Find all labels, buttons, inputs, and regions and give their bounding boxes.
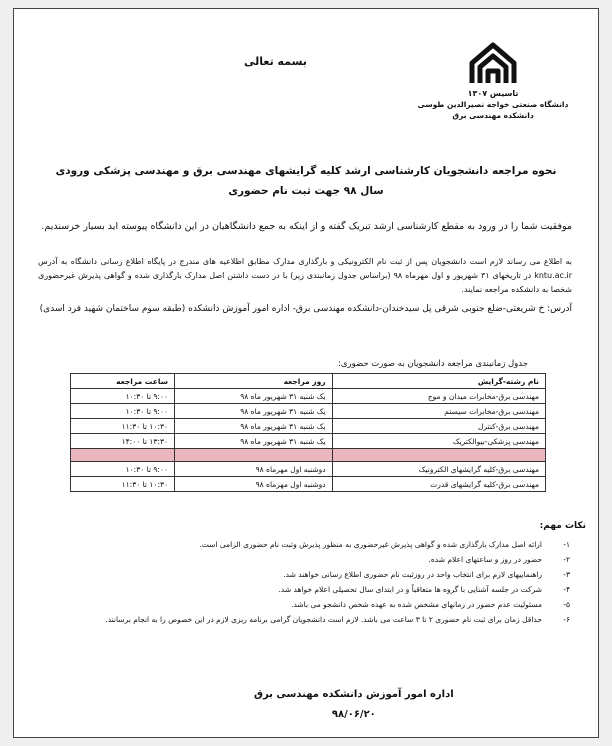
separator-cell (71, 449, 175, 462)
intro-paragraph: موفقیت شما را در ورود به مقطع کارشناسی ارشد تبریک گفته و از اینکه به جمع دانشگاهیان در این دانشگاه پیوسته اید بسیار خرسندیم. (41, 221, 572, 232)
cell-day: یک شنبه ۳۱ شهریور ماه ۹۸ (175, 434, 333, 449)
table-row (71, 434, 546, 449)
cell-major: مهندسی پزشکی-بیوالکتریک (332, 434, 545, 449)
schedule-caption: جدول زمانبندی مراجعه دانشجویان به صورت حضوری: (337, 359, 528, 369)
cell-time: ۱۰:۳۰ تا ۱۱:۳۰ (71, 477, 175, 492)
signature-office: اداره امور آموزش دانشکده مهندسی برق (254, 689, 454, 700)
column-header-major: نام رشته-گرایش (332, 374, 545, 389)
list-item (44, 537, 570, 552)
cell-major: مهندسی برق-کلیه گرایشهای الکترونیک (332, 462, 545, 477)
cell-time: ۹:۰۰ تا ۱۰:۳۰ (71, 389, 175, 404)
list-item (44, 567, 570, 582)
note-number: ۲- (563, 555, 570, 564)
cell-time: ۹:۰۰ تا ۱۰:۳۰ (71, 462, 175, 477)
column-header-day: روز مراجعه (175, 374, 333, 389)
note-number: ۴- (563, 585, 570, 594)
cell-major: مهندسی برق-کلیه گرایشهای قدرت (332, 477, 545, 492)
cell-time: ۱۰:۳۰ تا ۱۱:۳۰ (71, 419, 175, 434)
note-text: راهنماییهای لازم برای انتخاب واحد در روزثبت نام حضوری اطلاع رسانی خواهند شد. (283, 570, 542, 579)
table-row (71, 419, 546, 434)
letter-title: نحوه مراجعه دانشجویان کارشناسی ارشد کلیه گرایشهای مهندسی برق و مهندسی پزشکی ورودی سال ۹۸ جهت ثبت نام حضوری (55, 165, 557, 197)
day-separator-row (71, 449, 546, 462)
signature-date: ۹۸/۰۶/۲۰ (331, 709, 376, 720)
logo-university-name: دانشگاه صنعتی خواجه نصیرالدین طوسی (417, 100, 569, 109)
notes-list (44, 537, 570, 627)
list-item (44, 552, 570, 567)
basmala: بسمه تعالی (244, 55, 307, 68)
cell-time: ۱۳:۳۰ تا ۱۴:۰۰ (71, 434, 175, 449)
column-header-time: ساعت مراجعه (71, 374, 175, 389)
cell-day: یک شنبه ۳۱ شهریور ماه ۹۸ (175, 419, 333, 434)
note-text: شرکت در جلسه آشنایی با گروه ها متعاقباً و در ابتدای سال تحصیلی اعلام خواهد شد. (278, 585, 542, 594)
letter-page (13, 8, 599, 738)
list-item (44, 597, 570, 612)
note-number: ۱- (563, 540, 570, 549)
cell-day: یک شنبه ۳۱ شهریور ماه ۹۸ (175, 404, 333, 419)
notice-paragraph: به اطلاع می رساند لازم است دانشجویان پس از ثبت نام الکترونیکی و بارگذاری مدارک مطابق اطلاعیه های مندرج در پایگاه اطلاع رسانی دانشگاه به آدرس kntu.ac.ir در تاریخهای ۳۱ شهریور و اول مهرماه ۹۸ (براساس جدول زمانبندی زیر) با در دست داشتن اصل مدارک بارگذاری شده و گواهی پذیرش غیرحضوری شخصا به دانشکده مراجعه نمایند. (38, 257, 573, 294)
cell-day: یک شنبه ۳۱ شهریور ماه ۹۸ (175, 389, 333, 404)
note-text: حداقل زمان برای ثبت نام حضوری ۲ تا ۳ ساعت می باشد. لازم است دانشجویان گرامی برنامه ریزی لازم در این خصوص را به انجام برسانند. (105, 615, 542, 624)
cell-major: مهندسی برق-مخابرات میدان و موج (332, 389, 545, 404)
table-row (71, 477, 546, 492)
cell-day: دوشنبه اول مهرماه ۹۸ (175, 477, 333, 492)
logo-faculty-name: دانشکده مهندسی برق (452, 111, 534, 120)
list-item (44, 612, 570, 627)
cell-major: مهندسی برق-کنترل (332, 419, 545, 434)
list-item (44, 582, 570, 597)
note-text: ارائه اصل مدارک بارگذاری شده و گواهی پذیرش غیرحضوری به منظور پذیرش وثبت نام حضوری الزامی است. (199, 540, 542, 549)
table-header-row (71, 374, 546, 389)
schedule-table (70, 373, 546, 492)
note-number: ۵- (563, 600, 570, 609)
separator-cell (332, 449, 545, 462)
table-row (71, 462, 546, 477)
separator-cell (175, 449, 333, 462)
note-number: ۶- (563, 615, 570, 624)
logo-founded: تاسیس ۱۳۰۷ (467, 89, 519, 98)
cell-day: دوشنبه اول مهرماه ۹۸ (175, 462, 333, 477)
cell-major: مهندسی برق-مخابرات سیستم (332, 404, 545, 419)
note-text: مسئولیت عدم حضور در زمانهای مشخص شده به عهده شخص دانشجو می باشد. (291, 600, 542, 609)
signature-block (254, 685, 454, 725)
cell-time: ۹:۰۰ تا ۱۰:۳۰ (71, 404, 175, 419)
university-logo (408, 39, 578, 120)
table-row (71, 389, 546, 404)
notes-title: نکات مهم: (539, 521, 586, 531)
address-paragraph: آدرس: خ شریعتی-ضلع جنوبی شرقی پل سیدخندان-دانشکده مهندسی برق- اداره امور آموزش دانشکده (طبقه سوم ساختمان شهید فرد اسدی) (39, 304, 572, 314)
note-text: حضور در روز و ساعتهای اعلام شده. (428, 555, 542, 564)
university-emblem-icon (466, 39, 520, 87)
note-number: ۳- (563, 570, 570, 579)
table-row (71, 404, 546, 419)
